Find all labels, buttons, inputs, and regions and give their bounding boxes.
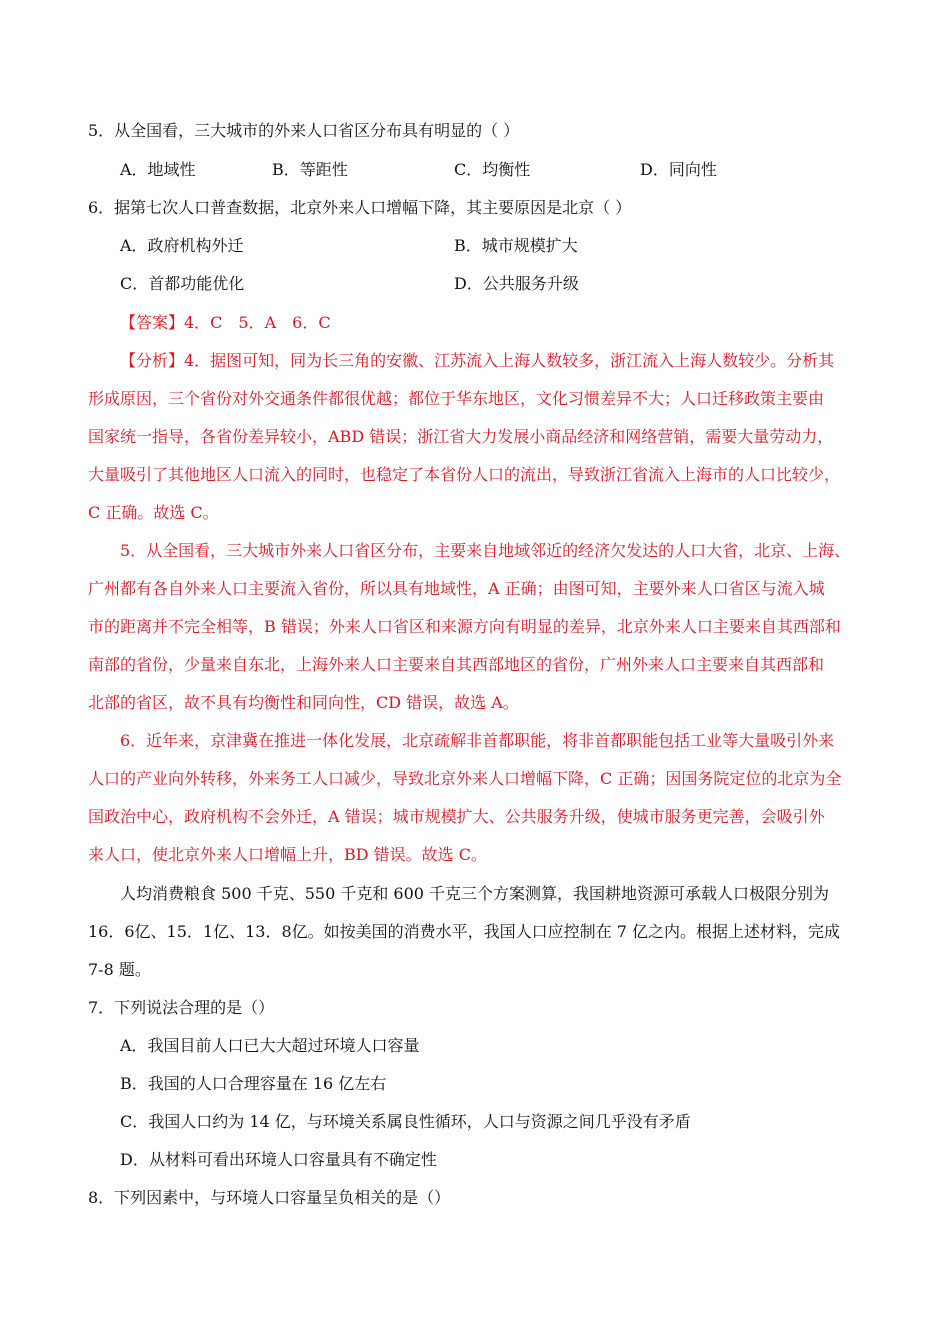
material-line: 16．6亿、15．1亿、13．8亿。如按美国的消费水平，我国人口应控制在 7 亿之内。根据上述材料，完成: [88, 922, 840, 941]
analysis-5-line: 5．从全国看，三大城市外来人口省区分布，主要来自地域邻近的经济欠发达的人口大省，北京、上海、: [120, 541, 851, 560]
analysis-4-line: 大量吸引了其他地区人口流入的同时，也稳定了本省份人口的流出，导致浙江省流入上海市的人口比较少，: [88, 465, 841, 484]
analysis-4-line: 国家统一指导，各省份差异较小，ABD 错误；浙江省大力发展小商品经济和网络营销，需要大量劳动力，: [88, 427, 834, 446]
analysis-6-line: 人口的产业向外转移，外来务工人口减少，导致北京外来人口增幅下降，C 正确；因国务院定位的北京为全: [88, 769, 842, 788]
question-5-option-d: D．同向性: [640, 160, 717, 179]
question-7-option-d: D．从材料可看出环境人口容量具有不确定性: [120, 1150, 437, 1169]
analysis-6-line: 6．近年来，京津冀在推进一体化发展，北京疏解非首都职能，将非首都职能包括工业等大量吸引外来: [120, 731, 835, 750]
question-5-option-b: B．等距性: [272, 160, 348, 179]
material-line: 7-8 题。: [88, 960, 151, 979]
analysis-5-line: 北部的省区，故不具有均衡性和同向性，CD 错误，故选 A。: [88, 693, 519, 712]
analysis-4-line: C 正确。故选 C。: [88, 503, 219, 522]
answer-line: 【答案】4．C 5．A 6．C: [120, 313, 331, 332]
analysis-5-line: 市的距离并不完全相等，B 错误；外来人口省区和来源方向有明显的差异，北京外来人口主要来自其西部和: [88, 617, 841, 636]
question-5-stem: 5．从全国看，三大城市的外来人口省区分布具有明显的（ ）: [88, 121, 520, 140]
question-6-option-b: B．城市规模扩大: [454, 236, 578, 255]
analysis-5-line: 南部的省份，少量来自东北，上海外来人口主要来自其西部地区的省份，广州外来人口主要来自其西部和: [88, 655, 825, 674]
analysis-5-line: 广州都有各自外来人口主要流入省份，所以具有地域性，A 正确；由图可知，主要外来人口省区与流入城: [88, 579, 825, 598]
analysis-4-line: 【分析】4．据图可知，同为长三角的安徽、江苏流入上海人数较多，浙江流入上海人数较少。分析其: [120, 351, 835, 370]
question-5-option-c: C．均衡性: [454, 160, 531, 179]
question-6-option-a: A．政府机构外迁: [120, 236, 244, 255]
question-7-option-a: A．我国目前人口已大大超过环境人口容量: [120, 1036, 420, 1055]
question-6-stem: 6．据第七次人口普查数据，北京外来人口增幅下降，其主要原因是北京（ ）: [88, 198, 632, 217]
material-line: 人均消费粮食 500 千克、550 千克和 600 千克三个方案测算，我国耕地资源可承载人口极限分别为: [120, 884, 830, 903]
question-5-option-a: A．地域性: [120, 160, 196, 179]
analysis-6-line: 国政治中心，政府机构不会外迁，A 错误；城市规模扩大、公共服务升级，使城市服务更完善，会吸引外: [88, 807, 825, 826]
question-8-stem: 8．下列因素中，与环境人口容量呈负相关的是（）: [88, 1188, 451, 1207]
question-7-option-b: B．我国的人口合理容量在 16 亿左右: [120, 1074, 387, 1093]
question-6-option-c: C．首都功能优化: [120, 274, 245, 293]
question-7-option-c: C．我国人口约为 14 亿，与环境关系属良性循环，人口与资源之间几乎没有矛盾: [120, 1112, 691, 1131]
analysis-6-line: 来人口，使北京外来人口增幅上升，BD 错误。故选 C。: [88, 845, 488, 864]
analysis-4-line: 形成原因，三个省份对外交通条件都很优越；都位于华东地区，文化习惯差异不大；人口迁移政策主要由: [88, 389, 825, 408]
question-7-stem: 7．下列说法合理的是（）: [88, 998, 275, 1017]
question-6-option-d: D．公共服务升级: [454, 274, 579, 293]
